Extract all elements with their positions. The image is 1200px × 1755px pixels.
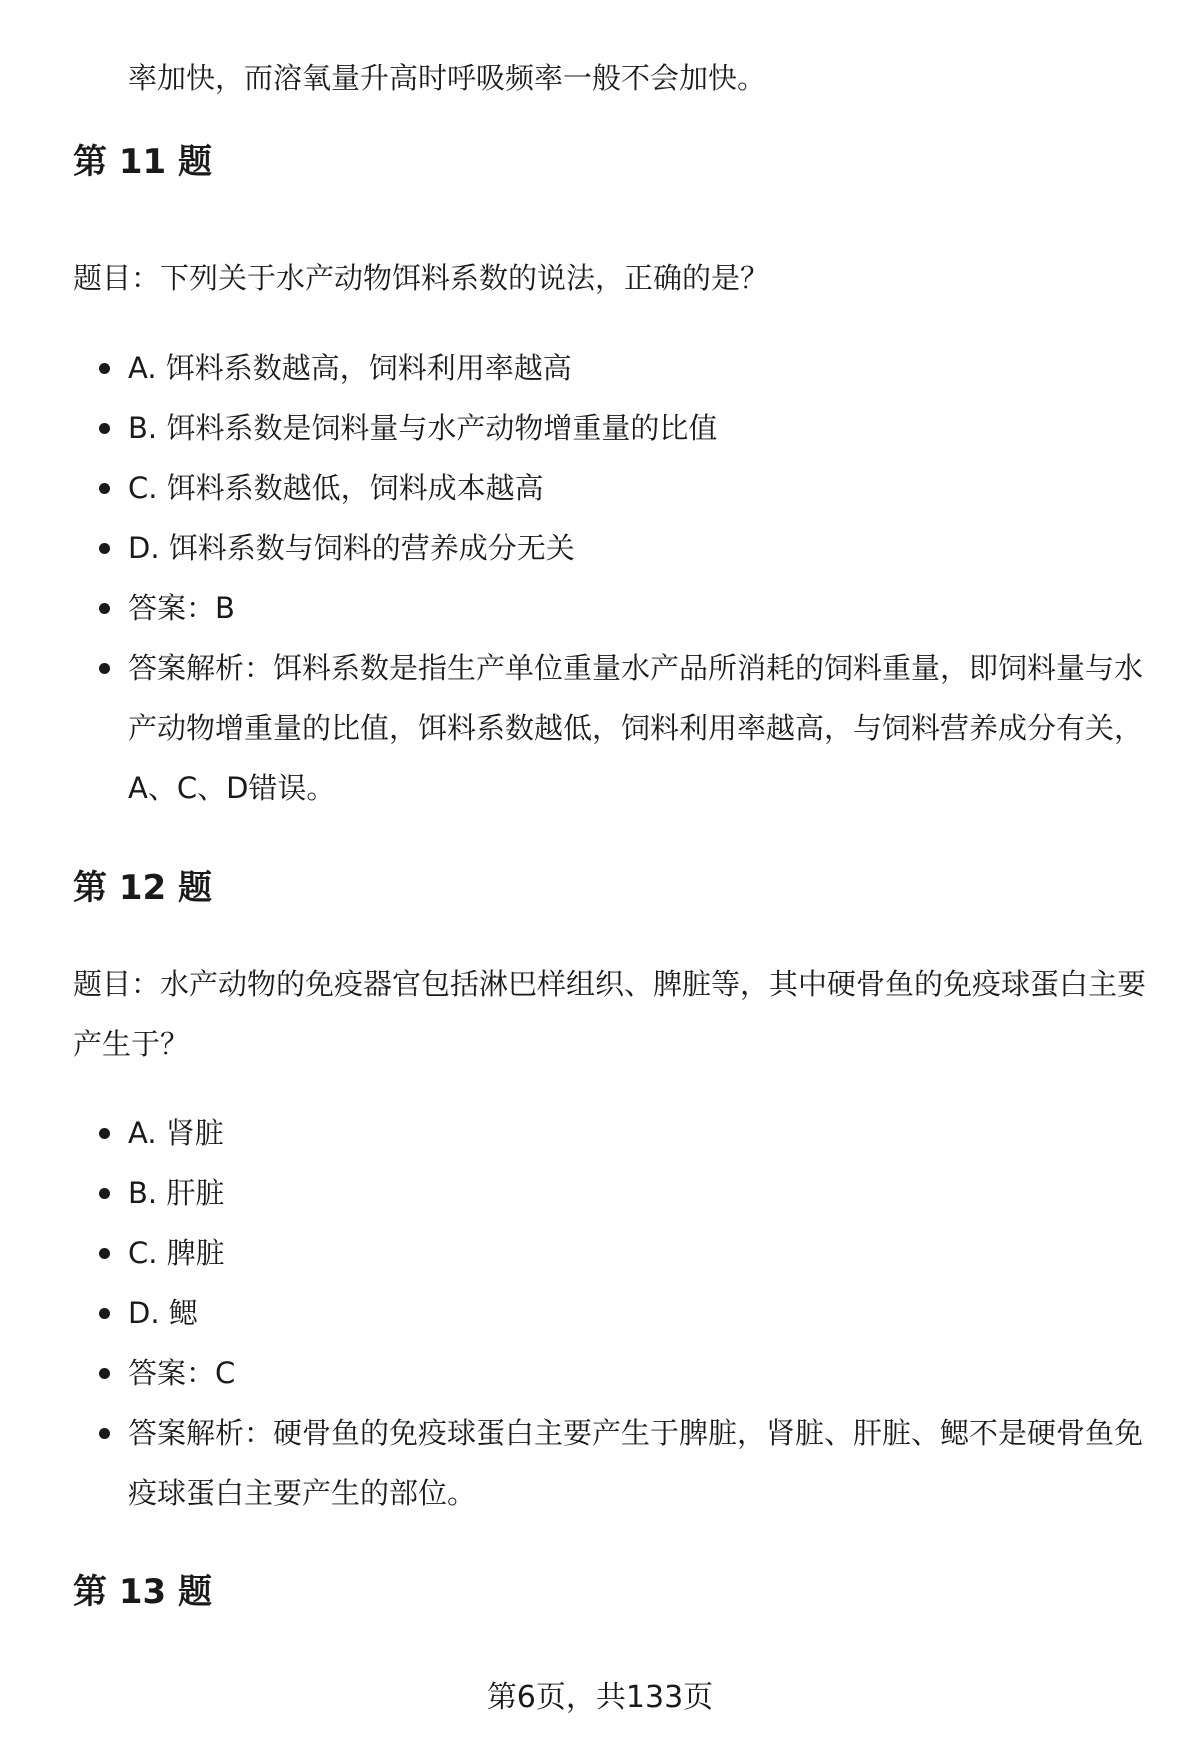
- bullet-icon: [99, 1428, 110, 1439]
- bullet-icon: [99, 603, 110, 614]
- question-stem-11: 题目：下列关于水产动物饵料系数的说法，正确的是？: [73, 261, 770, 295]
- bullet-icon: [99, 1308, 110, 1319]
- option-text: B. 肝脏: [128, 1176, 225, 1210]
- explanation-item: [0, 638, 1200, 818]
- bullet-icon: [99, 423, 110, 434]
- bullet-icon: [99, 363, 110, 374]
- explanation-item: [0, 1403, 1200, 1523]
- question-heading-11: 第 11 题: [73, 142, 212, 182]
- question-heading-12: 第 12 题: [73, 868, 212, 908]
- option-item: [0, 518, 1200, 578]
- option-item: [0, 398, 1200, 458]
- explanation-text: 答案解析：饵料系数是指生产单位重量水产品所消耗的饲料重量，即饲料量与水产动物增重量的比值，饵料系数越低，饲料利用率越高，与饲料营养成分有关，A、C、D错误。: [128, 651, 1144, 805]
- bullet-icon: [99, 663, 110, 674]
- answer-item: [0, 578, 1200, 638]
- answer-text: 答案：B: [128, 591, 235, 625]
- page-footer: 第6页，共133页: [486, 1680, 714, 1715]
- option-text: C. 脾脏: [128, 1236, 225, 1270]
- bullet-icon: [99, 1128, 110, 1139]
- option-text: B. 饵料系数是饲料量与水产动物增重量的比值: [128, 411, 718, 445]
- option-text: D. 鳃: [128, 1296, 198, 1330]
- option-item: [0, 338, 1200, 398]
- bullet-icon: [99, 543, 110, 554]
- bullet-icon: [99, 1188, 110, 1199]
- explanation-text: 答案解析：硬骨鱼的免疫球蛋白主要产生于脾脏，肾脏、肝脏、鳃不是硬骨鱼免疫球蛋白主要产生的部位。: [128, 1416, 1144, 1510]
- continuation-text: 率加快，而溶氧量升高时呼吸频率一般不会加快。: [128, 61, 767, 95]
- option-item: [0, 1283, 1200, 1343]
- bullet-icon: [99, 1368, 110, 1379]
- bullet-icon: [99, 483, 110, 494]
- option-list-11: [0, 338, 1200, 818]
- option-item: [0, 458, 1200, 518]
- option-item: [0, 1103, 1200, 1163]
- option-list-12: [0, 1103, 1200, 1523]
- option-text: A. 肾脏: [128, 1116, 224, 1150]
- question-heading-13: 第 13 题: [73, 1572, 212, 1612]
- bullet-icon: [99, 1248, 110, 1259]
- option-text: C. 饵料系数越低，饲料成本越高: [128, 471, 544, 505]
- answer-item: [0, 1343, 1200, 1403]
- option-item: [0, 1163, 1200, 1223]
- option-text: A. 饵料系数越高，饲料利用率越高: [128, 351, 572, 385]
- answer-text: 答案：C: [128, 1356, 236, 1390]
- question-stem-12: 题目：水产动物的免疫器官包括淋巴样组织、脾脏等，其中硬骨鱼的免疫球蛋白主要产生于？: [73, 967, 1147, 1061]
- option-item: [0, 1223, 1200, 1283]
- option-text: D. 饵料系数与饲料的营养成分无关: [128, 531, 575, 565]
